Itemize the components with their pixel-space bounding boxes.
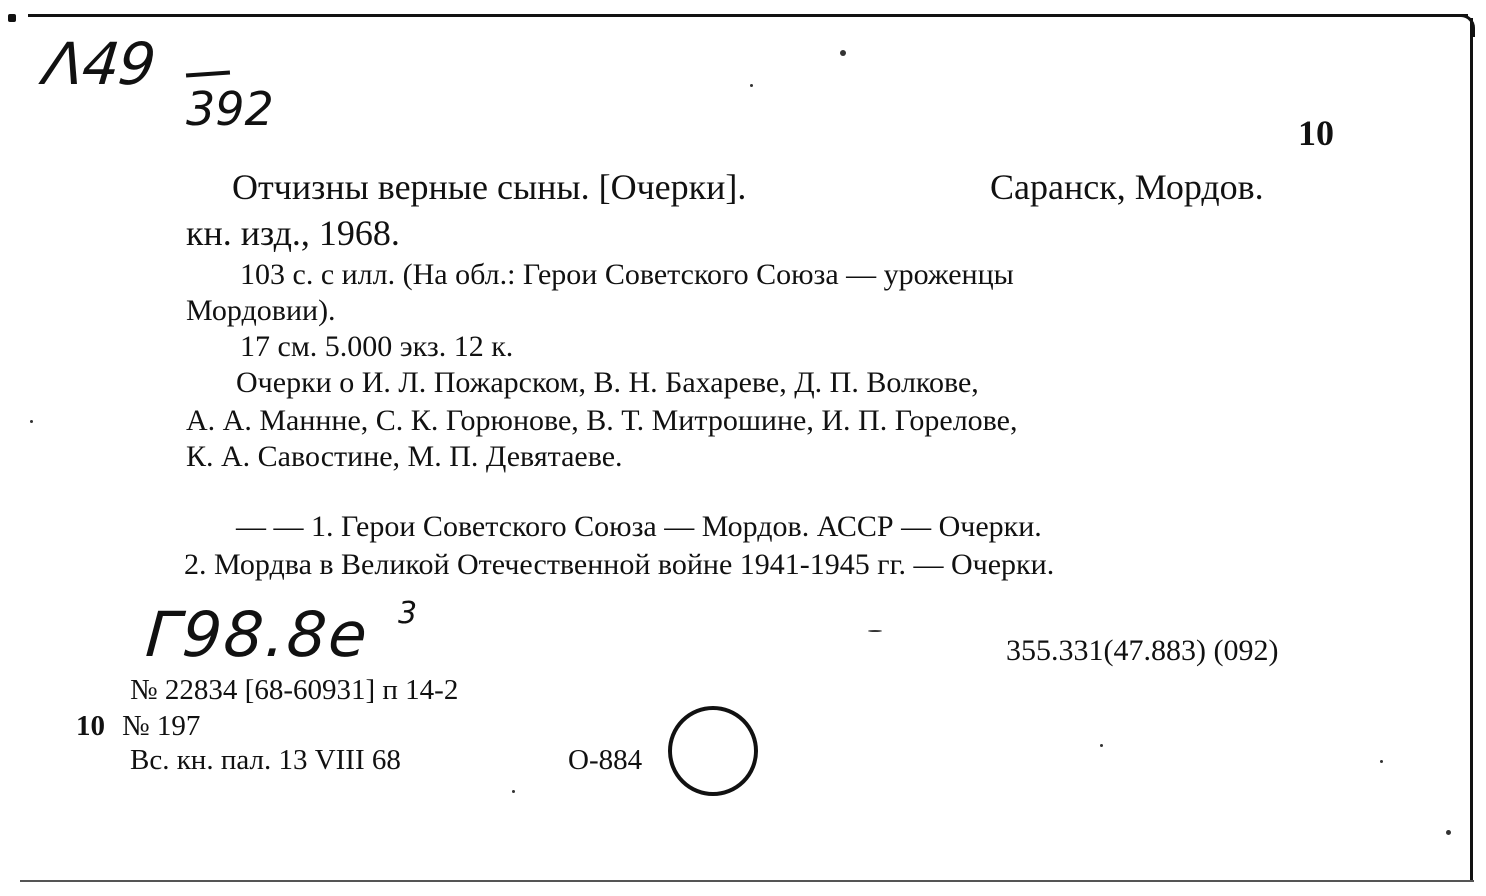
contents-line-2: А. А. Маннне, С. К. Горюнове, В. Т. Митрошине, И. П. Горелове,	[186, 404, 1018, 437]
series-number: 10	[76, 710, 105, 742]
contents-line-1: Очерки о И. Л. Пожарском, В. Н. Бахареве, Д. П. Волкове,	[236, 366, 979, 399]
handwritten-shelfmark: Λ49	[40, 30, 159, 98]
speck	[30, 420, 33, 423]
card-border-top	[28, 14, 1468, 17]
card-border-bottom	[20, 880, 1474, 882]
udc-code: 355.331(47.883) (092)	[1006, 634, 1279, 667]
subjects-line-1: — — 1. Герои Советского Союза — Мордов. АССР — Очерки.	[236, 510, 1042, 543]
size-line: 17 см. 5.000 экз. 12 к.	[240, 330, 514, 363]
handwritten-classification-sup: 3	[398, 596, 418, 631]
speck	[868, 630, 882, 632]
speck	[750, 84, 753, 87]
stamp-circle	[668, 706, 758, 796]
handwritten-shelfmark-sub: 392	[186, 82, 274, 136]
speck	[1380, 760, 1383, 763]
handwritten-fraction-line	[186, 70, 230, 77]
corner-mark	[8, 14, 16, 22]
speck	[1100, 744, 1103, 747]
publisher-line-2: кн. изд., 1968.	[186, 213, 400, 253]
speck	[512, 790, 515, 793]
contents-line-3: К. А. Савостине, М. П. Девятаеве.	[186, 440, 623, 473]
speck	[840, 50, 846, 56]
pages-line-1: 103 с. с илл. (На обл.: Герои Советского Союза — уроженцы	[240, 258, 1014, 291]
card-border-right	[1470, 18, 1473, 880]
handwritten-classification: Г98.8е	[143, 598, 372, 671]
card-number: 10	[1298, 113, 1334, 153]
order-code: О-884	[568, 744, 643, 776]
title-line: Отчизны верные сыны. [Очерки].	[232, 167, 747, 207]
speck	[1446, 830, 1451, 835]
series-rest: № 197	[122, 710, 201, 742]
pages-line-2: Мордовии).	[186, 294, 336, 327]
subjects-line-2: 2. Мордва в Великой Отечественной войне 1941-1945 гг. — Очерки.	[184, 548, 1055, 581]
record-number: № 22834 [68-60931] п 14-2	[130, 674, 459, 706]
publisher-line: Саранск, Мордов.	[990, 167, 1264, 207]
chamber-line: Вс. кн. пал. 13 VIII 68	[130, 744, 401, 776]
